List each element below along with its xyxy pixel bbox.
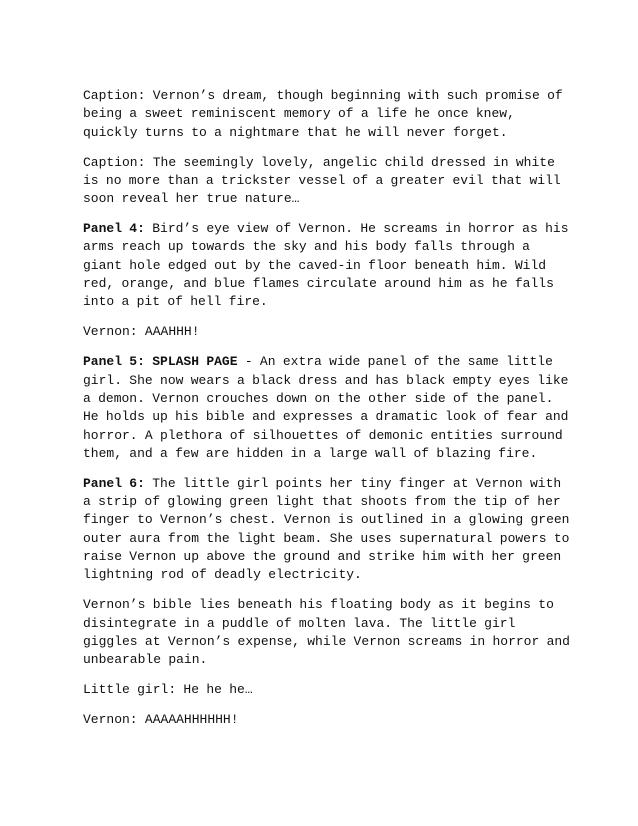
panel-label: Panel 4: [83, 221, 145, 237]
paragraph-text: Vernon: AAAAAHHHHHH! [83, 712, 239, 728]
paragraph-text: Caption: Vernon’s dream, though beginning with such promise of being a sweet reminiscent memory of a life he once knew, quickly turns to a nightmare that he will never forget. [83, 88, 563, 140]
script-text-body [83, 87, 573, 741]
paragraph-panel-4 [83, 220, 573, 311]
paragraph-text: Vernon: AAAHHH! [83, 324, 200, 340]
paragraph-text: Caption: The seemingly lovely, angelic child dressed in white is no more than a trickster vessel of a greater evil that will soon reveal her true nature… [83, 154, 561, 207]
paragraph-dialogue-little-girl [83, 681, 573, 699]
paragraph-caption-1 [83, 87, 573, 142]
panel-label: Panel 6: [83, 475, 145, 491]
paragraph-panel-6 [83, 475, 573, 585]
paragraph-description [83, 596, 573, 669]
paragraph-caption-2 [83, 154, 573, 209]
panel-label: Panel 5: SPLASH PAGE [83, 354, 238, 370]
paragraph-text: Little girl: He he he… [83, 682, 253, 698]
paragraph-text: Bird’s eye view of Vernon. He screams in horror as his arms reach up towards the sky and his body falls through a giant hole edged out by the caved-in floor beneath him. Wild red, orange, and blue flames circulate around him as he falls into a pit of hell fire. [83, 221, 569, 310]
paragraph-dialogue-vernon-1 [83, 323, 573, 341]
paragraph-text: - An extra wide panel of the same little girl. She now wears a black dress and has black empty eyes like a demon. Vernon crouches down on the other side of the panel. He holds up his bible and expresses a dramatic look of fear and horror. A plethora of silhouettes of demonic entities surround them, and a few are hidden in a large wall of blazing fire. [83, 354, 569, 461]
paragraph-text: Vernon’s bible lies beneath his floating body as it begins to disintegrate in a puddle of molten lava. The little girl giggles at Vernon’s expense, while Vernon screams in horror and unbearable pain. [83, 597, 570, 668]
paragraph-dialogue-vernon-2 [83, 711, 573, 729]
paragraph-panel-5 [83, 353, 573, 463]
paragraph-text: The little girl points her tiny finger at Vernon with a strip of glowing green light that shoots from the tip of her finger to Vernon’s chest. Vernon is outlined in a glowing green outer aura from the light beam. She uses supernatural powers to raise Vernon up above the ground and strike him with her green lightning rod of deadly electricity. [83, 475, 570, 583]
